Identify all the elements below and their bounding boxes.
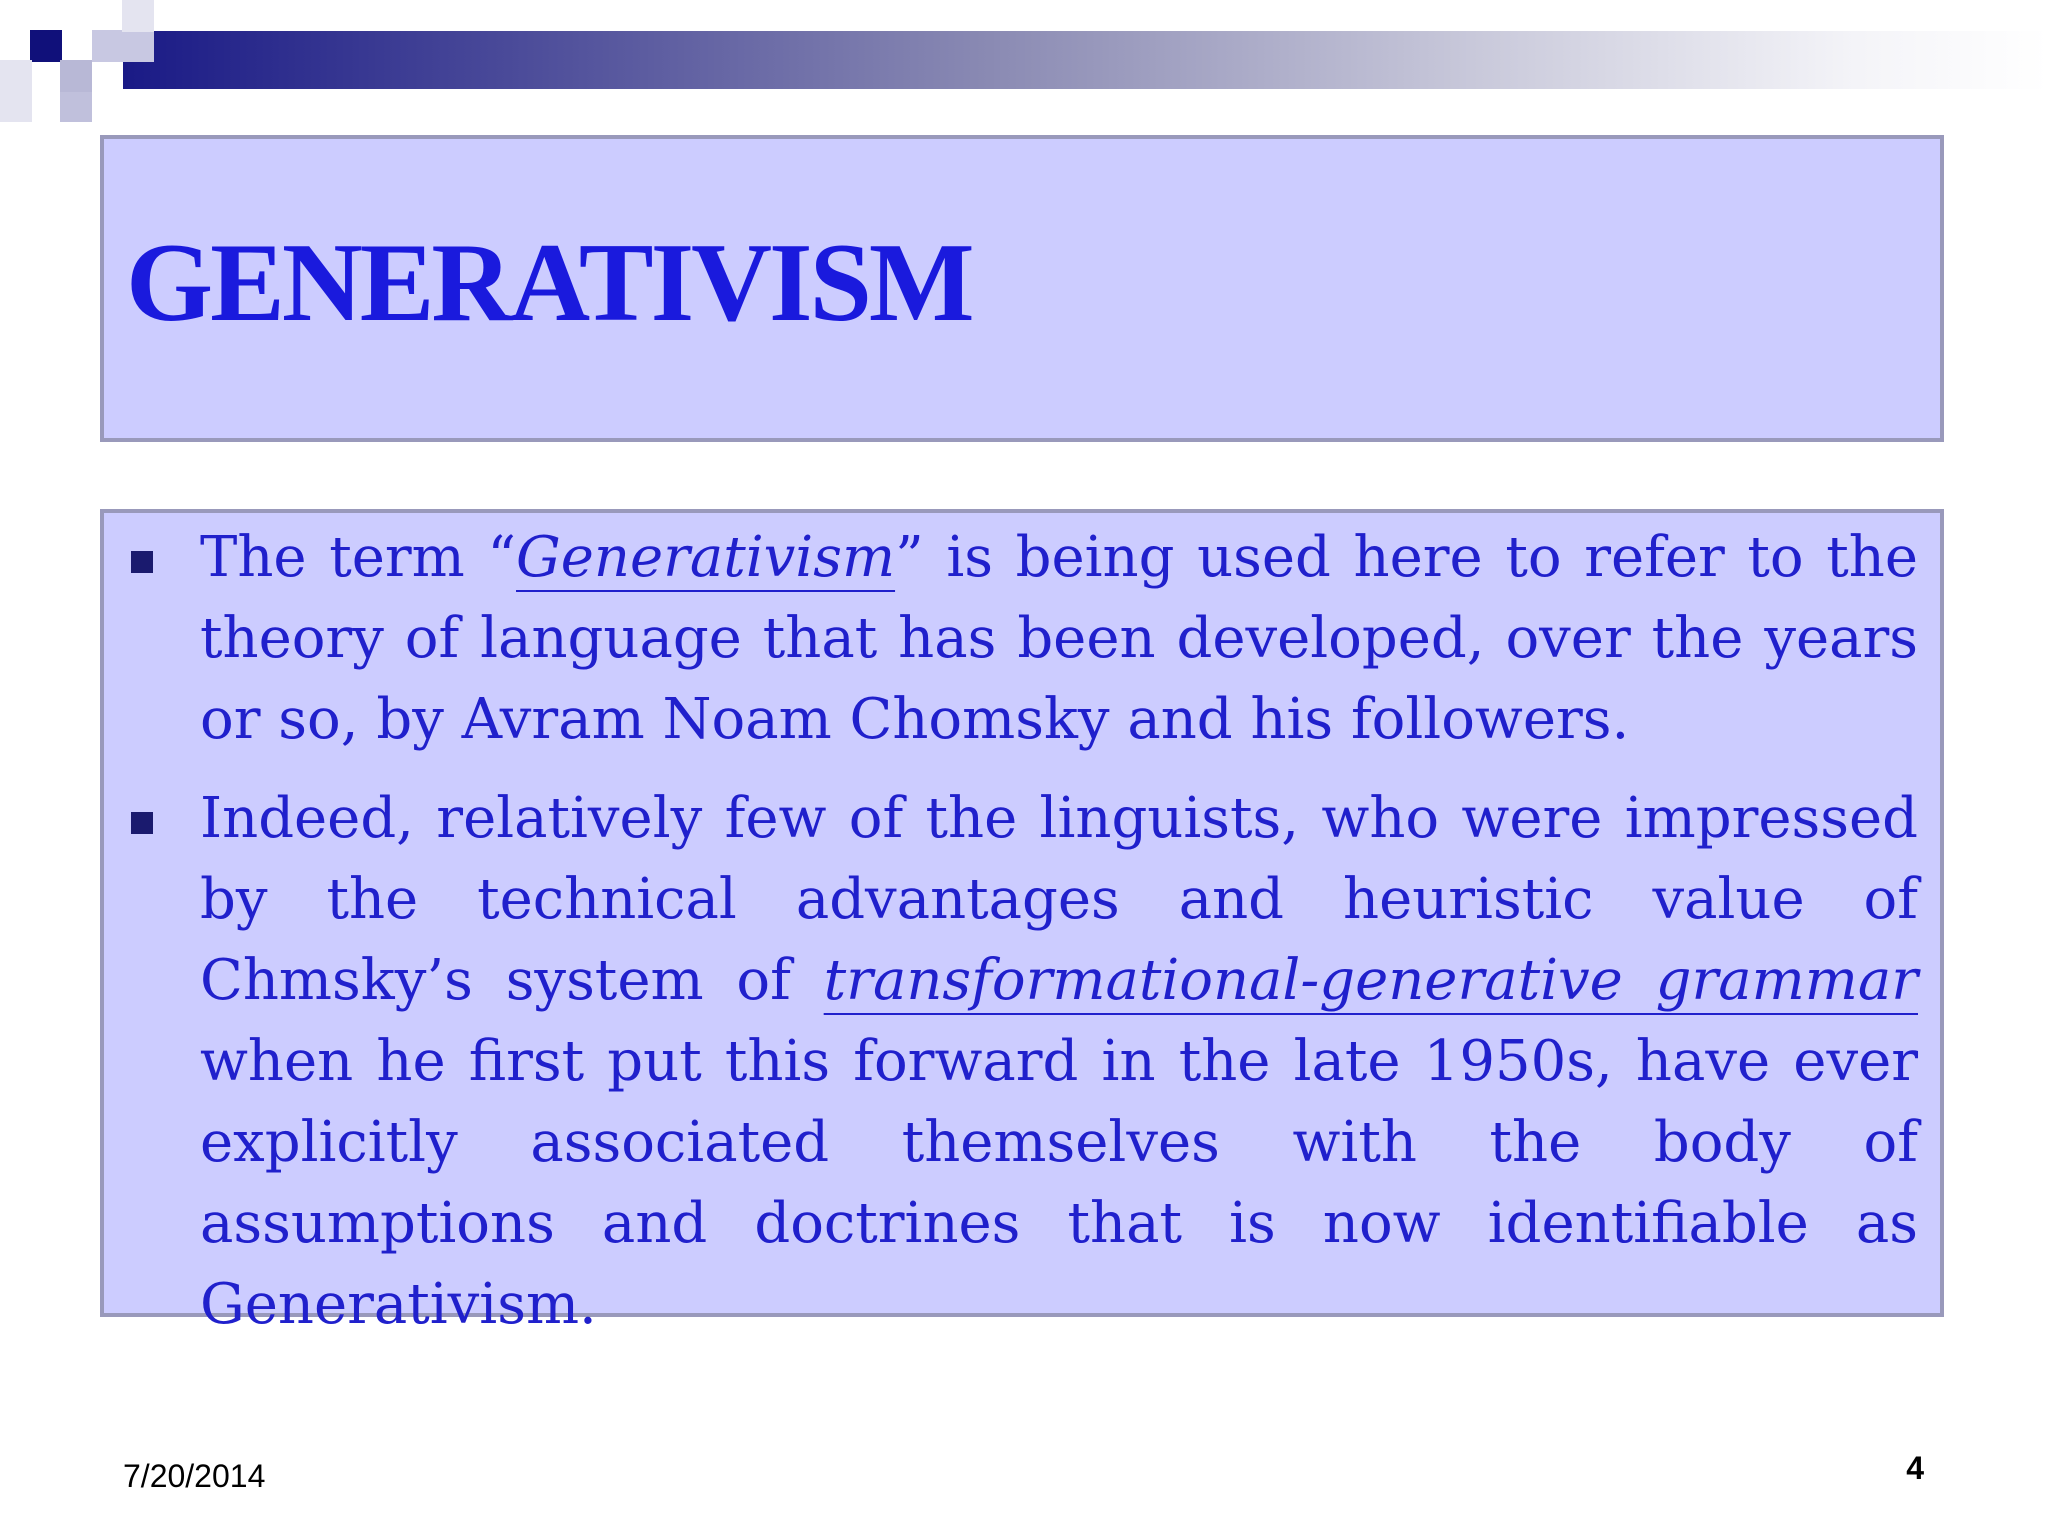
bullet-text-before: The term “ <box>200 525 517 590</box>
decor-square <box>60 60 92 92</box>
slide-title: GENERATIVISM <box>126 221 972 345</box>
decor-square <box>92 30 154 62</box>
square-bullet-icon <box>131 551 153 573</box>
bullet-text-after: ” is being used here to refer to the theory of language that has been developed, over the years or so, by Avram Noam Chomsky and his followers. <box>200 525 1918 752</box>
term-transformational-generative-grammar: transformational-generative grammar <box>823 948 1918 1013</box>
content-box <box>100 509 1944 1337</box>
term-generativism: Generativism <box>516 525 896 590</box>
decor-square <box>30 30 62 62</box>
decor-square <box>0 60 32 122</box>
title-box <box>100 135 1944 442</box>
decor-square <box>60 92 92 122</box>
bullet-item <box>104 517 1940 760</box>
square-bullet-icon <box>131 812 153 834</box>
header-gradient-band <box>123 31 2048 89</box>
bullet-item <box>104 778 1940 1345</box>
bullet-text-after: when he first put this forward in the late 1950s, have ever explicitly associated themselves with the body of assumptions and doctrines that is now identifiable as Generativism. <box>200 1029 1918 1337</box>
page-number: 4 <box>1906 1450 1924 1486</box>
footer-date: 7/20/2014 <box>123 1458 266 1494</box>
bullet-text-before: Indeed, relatively few of the linguists, who were impressed by the technical advantages and heuristic value of Chmsky’s system of <box>200 786 1918 1013</box>
bullet-list <box>104 513 1940 1345</box>
decor-square <box>122 0 154 32</box>
